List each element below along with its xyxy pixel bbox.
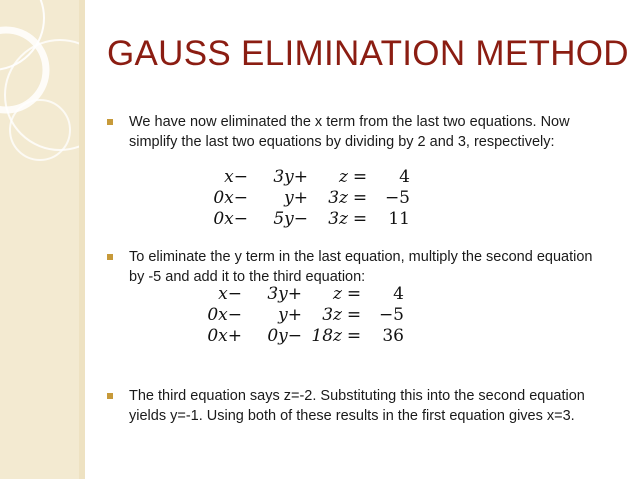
operator: − <box>287 325 302 346</box>
equation-row <box>190 283 404 304</box>
operator: − <box>233 208 248 229</box>
bullet-square-icon <box>107 254 113 260</box>
term-z: 3z <box>322 304 342 325</box>
operator: + <box>287 304 302 325</box>
term-z: 3z <box>328 208 348 229</box>
bullet-square-icon <box>107 119 113 125</box>
term-y: y <box>278 304 288 325</box>
bullet-square-icon <box>107 393 113 399</box>
term-x: 0x <box>213 208 234 229</box>
bullet-text: We have now eliminated the x term from the last two equations. Now simplify the last two equations by dividing by 2 and 3, respectively: <box>129 114 570 150</box>
equation-system-2 <box>190 283 404 346</box>
operator: − <box>233 166 248 187</box>
right-hand-side: −5 <box>384 187 410 208</box>
equation-row <box>196 166 410 187</box>
slide-title: GAUSS ELIMINATION METHOD <box>107 34 629 73</box>
bullet-item-1 <box>107 112 607 152</box>
term-z: z <box>339 166 348 187</box>
operator: + <box>293 166 308 187</box>
operator: − <box>233 187 248 208</box>
right-hand-side: 11 <box>388 208 410 229</box>
equals-sign: = <box>352 187 368 208</box>
side-panel-edge <box>79 0 85 479</box>
bullet-text: To eliminate the y term in the last equation, multiply the second equation by -5 and add it to the third equation: <box>129 249 593 285</box>
term-x: x <box>224 166 234 187</box>
operator: + <box>293 187 308 208</box>
operator: − <box>293 208 308 229</box>
equals-sign: = <box>346 283 362 304</box>
term-z: 18z <box>311 325 342 346</box>
bullet-item-3 <box>107 386 607 426</box>
term-z: z <box>333 283 342 304</box>
term-x: 0x <box>207 325 228 346</box>
bullet-text: The third equation says z=-2. Substituting this into the second equation yields y=-1. Using both of these results in the first equation gives x=3. <box>129 388 585 424</box>
term-y: 0y <box>267 325 288 346</box>
right-hand-side: −5 <box>378 304 404 325</box>
term-z: 3z <box>328 187 348 208</box>
equation-row <box>196 187 410 208</box>
equation-row <box>190 304 404 325</box>
equals-sign: = <box>352 166 368 187</box>
decorative-circles <box>0 0 79 479</box>
bullet-item-2 <box>107 247 607 287</box>
term-x: x <box>218 283 228 304</box>
decorative-side-panel <box>0 0 79 479</box>
right-hand-side: 4 <box>393 283 404 304</box>
equals-sign: = <box>352 208 368 229</box>
term-y: y <box>284 187 294 208</box>
operator: + <box>227 325 242 346</box>
operator: + <box>287 283 302 304</box>
term-x: 0x <box>213 187 234 208</box>
term-y: 3y <box>267 283 288 304</box>
term-x: 0x <box>207 304 228 325</box>
equals-sign: = <box>346 325 362 346</box>
right-hand-side: 36 <box>382 325 404 346</box>
right-hand-side: 4 <box>399 166 410 187</box>
operator: − <box>227 304 242 325</box>
operator: − <box>227 283 242 304</box>
equation-row <box>190 325 404 346</box>
term-y: 5y <box>273 208 294 229</box>
equals-sign: = <box>346 304 362 325</box>
equation-row <box>196 208 410 229</box>
term-y: 3y <box>273 166 294 187</box>
equation-system-1 <box>196 166 410 229</box>
